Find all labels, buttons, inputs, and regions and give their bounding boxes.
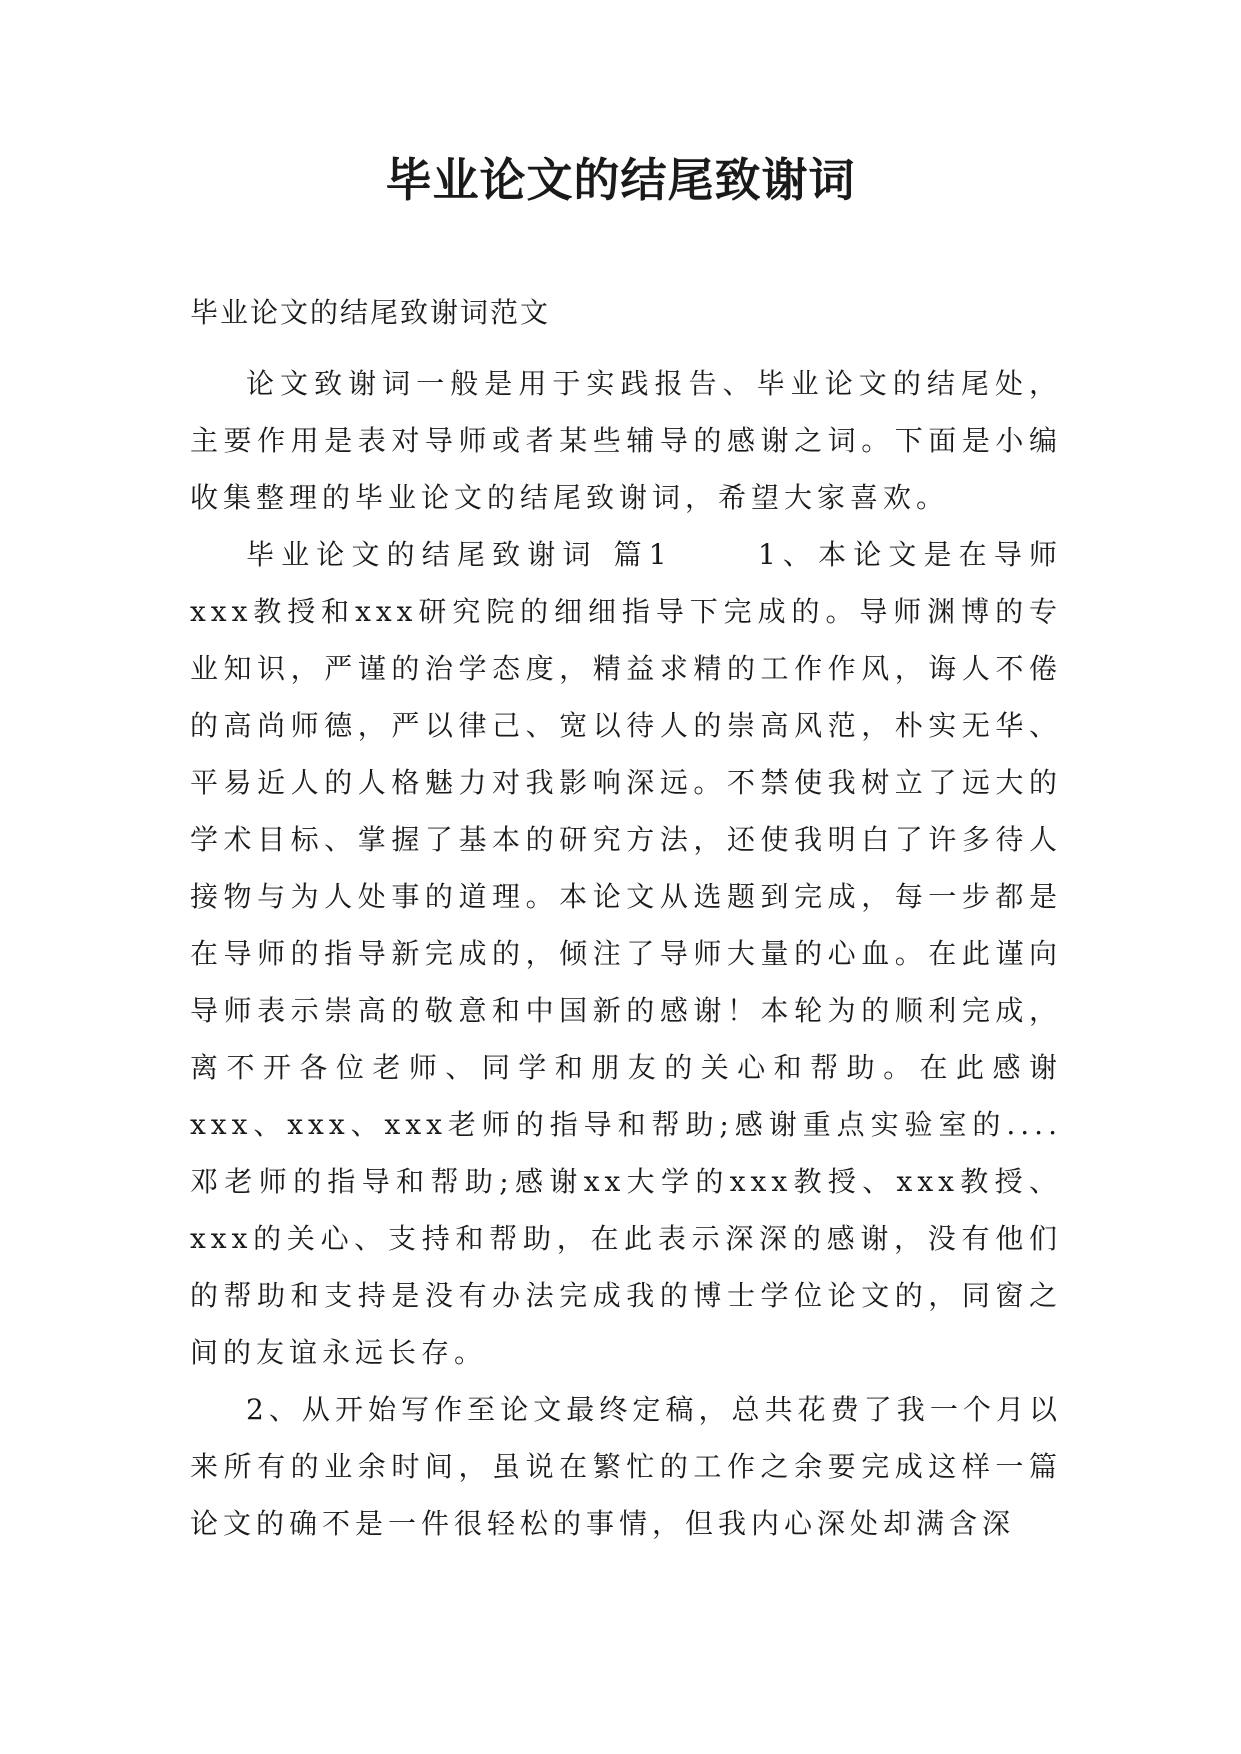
document-body xyxy=(190,355,1062,1552)
document-subtitle: 毕业论文的结尾致谢词范文 xyxy=(190,296,551,329)
paragraph-part-2: 2、从开始写作至论文最终定稿，总共花费了我一个月以来所有的业余时间，虽说在繁忙的工作之余要完成这样一篇论文的确不是一件很轻松的事情，但我内心深处却满含深 xyxy=(190,1393,1062,1540)
document-title: 毕业论文的结尾致谢词 xyxy=(385,153,856,207)
paragraph-intro: 论文致谢词一般是用于实践报告、毕业论文的结尾处，主要作用是表对导师或者某些辅导的感谢之词。下面是小编收集整理的毕业论文的结尾致谢词，希望大家喜欢。 xyxy=(190,367,1062,514)
paragraph-part-1: 毕业论文的结尾致谢词 篇1 1、本论文是在导师xxx教授和xxx研究院的细细指导下完成的。导师渊博的专业知识，严谨的治学态度，精益求精的工作作风，诲人不倦的高尚师德，严以律己、宽以待人的崇高风范，朴实无华、平易近人的人格魅力对我影响深远。不禁使我树立了远大的学术目标、掌握了基本的研究方法，还使我明白了许多待人接物与为人处事的道理。本论文从选题到完成，每一步都是在导师的指导新完成的，倾注了导师大量的心血。在此谨向导师表示崇高的敬意和中国新的感谢！本轮为的顺利完成，离不开各位老师、同学和朋友的关心和帮助。在此感谢xxx、xxx、xxx老师的指导和帮助;感谢重点实验室的....邓老师的指导和帮助;感谢xx大学的xxx教授、xxx教授、xxx的关心、支持和帮助，在此表示深深的感谢，没有他们的帮助和支持是没有办法完成我的博士学位论文的，同窗之间的友谊永远长存。 xyxy=(190,538,1062,1369)
